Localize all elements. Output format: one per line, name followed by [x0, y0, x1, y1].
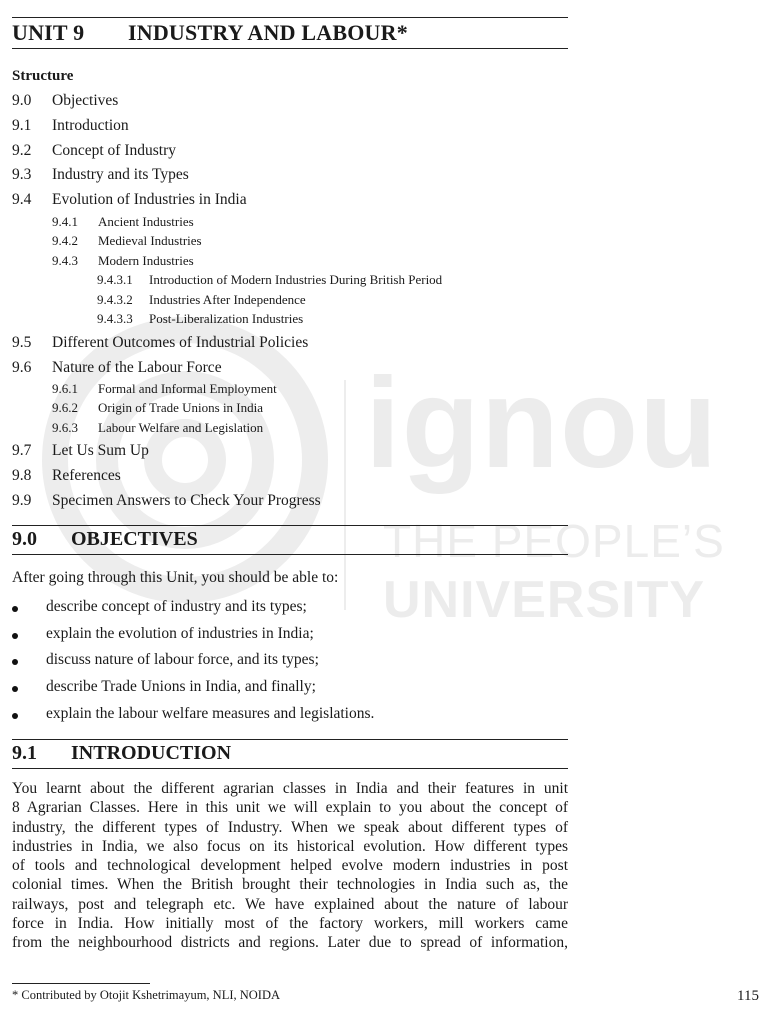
toc-item-number: 9.4.3.3: [97, 311, 133, 326]
paragraph-line: from the neighbourhood districts and regions. Later due to spread of information,: [12, 934, 568, 952]
objectives-title: OBJECTIVES: [71, 528, 198, 550]
toc-item-label: Modern Industries: [98, 253, 194, 268]
toc-item-number: 9.6: [12, 359, 32, 376]
toc-item-label: Introduction: [52, 117, 129, 134]
toc-item-number: 9.0: [12, 92, 32, 109]
toc-item-number: 9.8: [12, 467, 32, 484]
footnote-divider: [12, 983, 150, 984]
paragraph-line: of tools and technological development helped evolve modern industries in post: [12, 857, 568, 875]
bullet-icon: [12, 686, 18, 692]
paragraph-line: You learnt about the different agrarian classes in India and their features in unit: [12, 780, 568, 797]
toc-item-number: 9.4.3: [52, 253, 78, 268]
toc-item-number: 9.4.1: [52, 214, 78, 229]
toc-item-number: 9.7: [12, 442, 32, 459]
toc-item-number: 9.6.1: [52, 381, 78, 396]
toc-item-label: Let Us Sum Up: [52, 442, 149, 459]
bullet-icon: [12, 713, 18, 719]
toc-item-label: Evolution of Industries in India: [52, 191, 247, 208]
structure-label: Structure: [12, 68, 74, 84]
toc-item-label: Post-Liberalization Industries: [149, 311, 304, 326]
toc-item-label: Specimen Answers to Check Your Progress: [52, 492, 321, 509]
objectives-number: 9.0: [12, 528, 37, 550]
objectives-heading: [12, 525, 568, 555]
toc-item-number: 9.1: [12, 117, 32, 134]
watermark-peoples: THE PEOPLE’S: [383, 515, 725, 567]
toc-item-label: Concept of Industry: [52, 142, 176, 159]
unit-number: UNIT 9: [12, 20, 85, 45]
introduction-paragraph: [12, 779, 568, 953]
unit-heading: [12, 17, 568, 49]
toc-item-label: Formal and Informal Employment: [98, 381, 277, 396]
toc-item-label: Labour Welfare and Legislation: [98, 420, 264, 435]
introduction-number: 9.1: [12, 742, 37, 764]
introduction-title: INTRODUCTION: [71, 742, 232, 764]
bullet-icon: [12, 606, 18, 612]
toc-item-label: Industry and its Types: [52, 166, 189, 183]
toc-item-number: 9.6.3: [52, 420, 78, 435]
toc-item-number: 9.4.3.2: [97, 292, 133, 307]
paragraph-line: industries in India, we also focus on its historical evolution. How different types: [12, 837, 568, 855]
introduction-heading: [12, 739, 568, 769]
bullet-icon: [12, 633, 18, 639]
watermark-ignou: ignou: [365, 352, 719, 495]
toc-item-number: 9.4.2: [52, 233, 78, 248]
paragraph-line: 8 Agrarian Classes. Here in this unit we will explain to you about the concept of: [12, 799, 568, 817]
paragraph-line: colonial times. When the British brought their technologies in India such as, the: [12, 876, 568, 894]
toc-item-label: References: [52, 467, 121, 484]
toc-item-number: 9.2: [12, 142, 32, 159]
page-number: 115: [737, 988, 759, 1004]
toc-item-label: Industries After Independence: [149, 292, 306, 307]
bullet-icon: [12, 659, 18, 665]
watermark-university: UNIVERSITY: [383, 571, 706, 629]
toc-item-number: 9.4: [12, 191, 32, 208]
toc-item-label: Introduction of Modern Industries During British Period: [149, 272, 443, 287]
toc-item-label: Origin of Trade Unions in India: [98, 400, 264, 415]
toc-item-label: Ancient Industries: [98, 214, 194, 229]
paragraph-line: industry, the different types of Industry. When we speak about different types of: [12, 818, 568, 836]
toc-item-number: 9.9: [12, 492, 32, 509]
objectives-lead: After going through this Unit, you should be able to:: [12, 569, 339, 586]
toc-item-label: Nature of the Labour Force: [52, 359, 222, 376]
toc-item-number: 9.6.2: [52, 400, 78, 415]
toc-item-label: Different Outcomes of Industrial Policies: [52, 334, 309, 351]
toc-item-number: 9.3: [12, 166, 32, 183]
toc-item-label: Medieval Industries: [98, 233, 202, 248]
toc-item-label: Objectives: [52, 92, 119, 109]
toc-item-number: 9.4.3.1: [97, 272, 133, 287]
toc-item-number: 9.5: [12, 334, 32, 351]
unit-title: INDUSTRY AND LABOUR*: [128, 20, 408, 45]
paragraph-line: force in India. How initially most of the factory workers, mill workers came: [12, 915, 568, 933]
paragraph-line: railways, post and telegraph etc. We have explained about the nature of labour: [12, 895, 568, 913]
footnote: * Contributed by Otojit Kshetrimayum, NLI, NOIDA: [12, 988, 281, 1002]
